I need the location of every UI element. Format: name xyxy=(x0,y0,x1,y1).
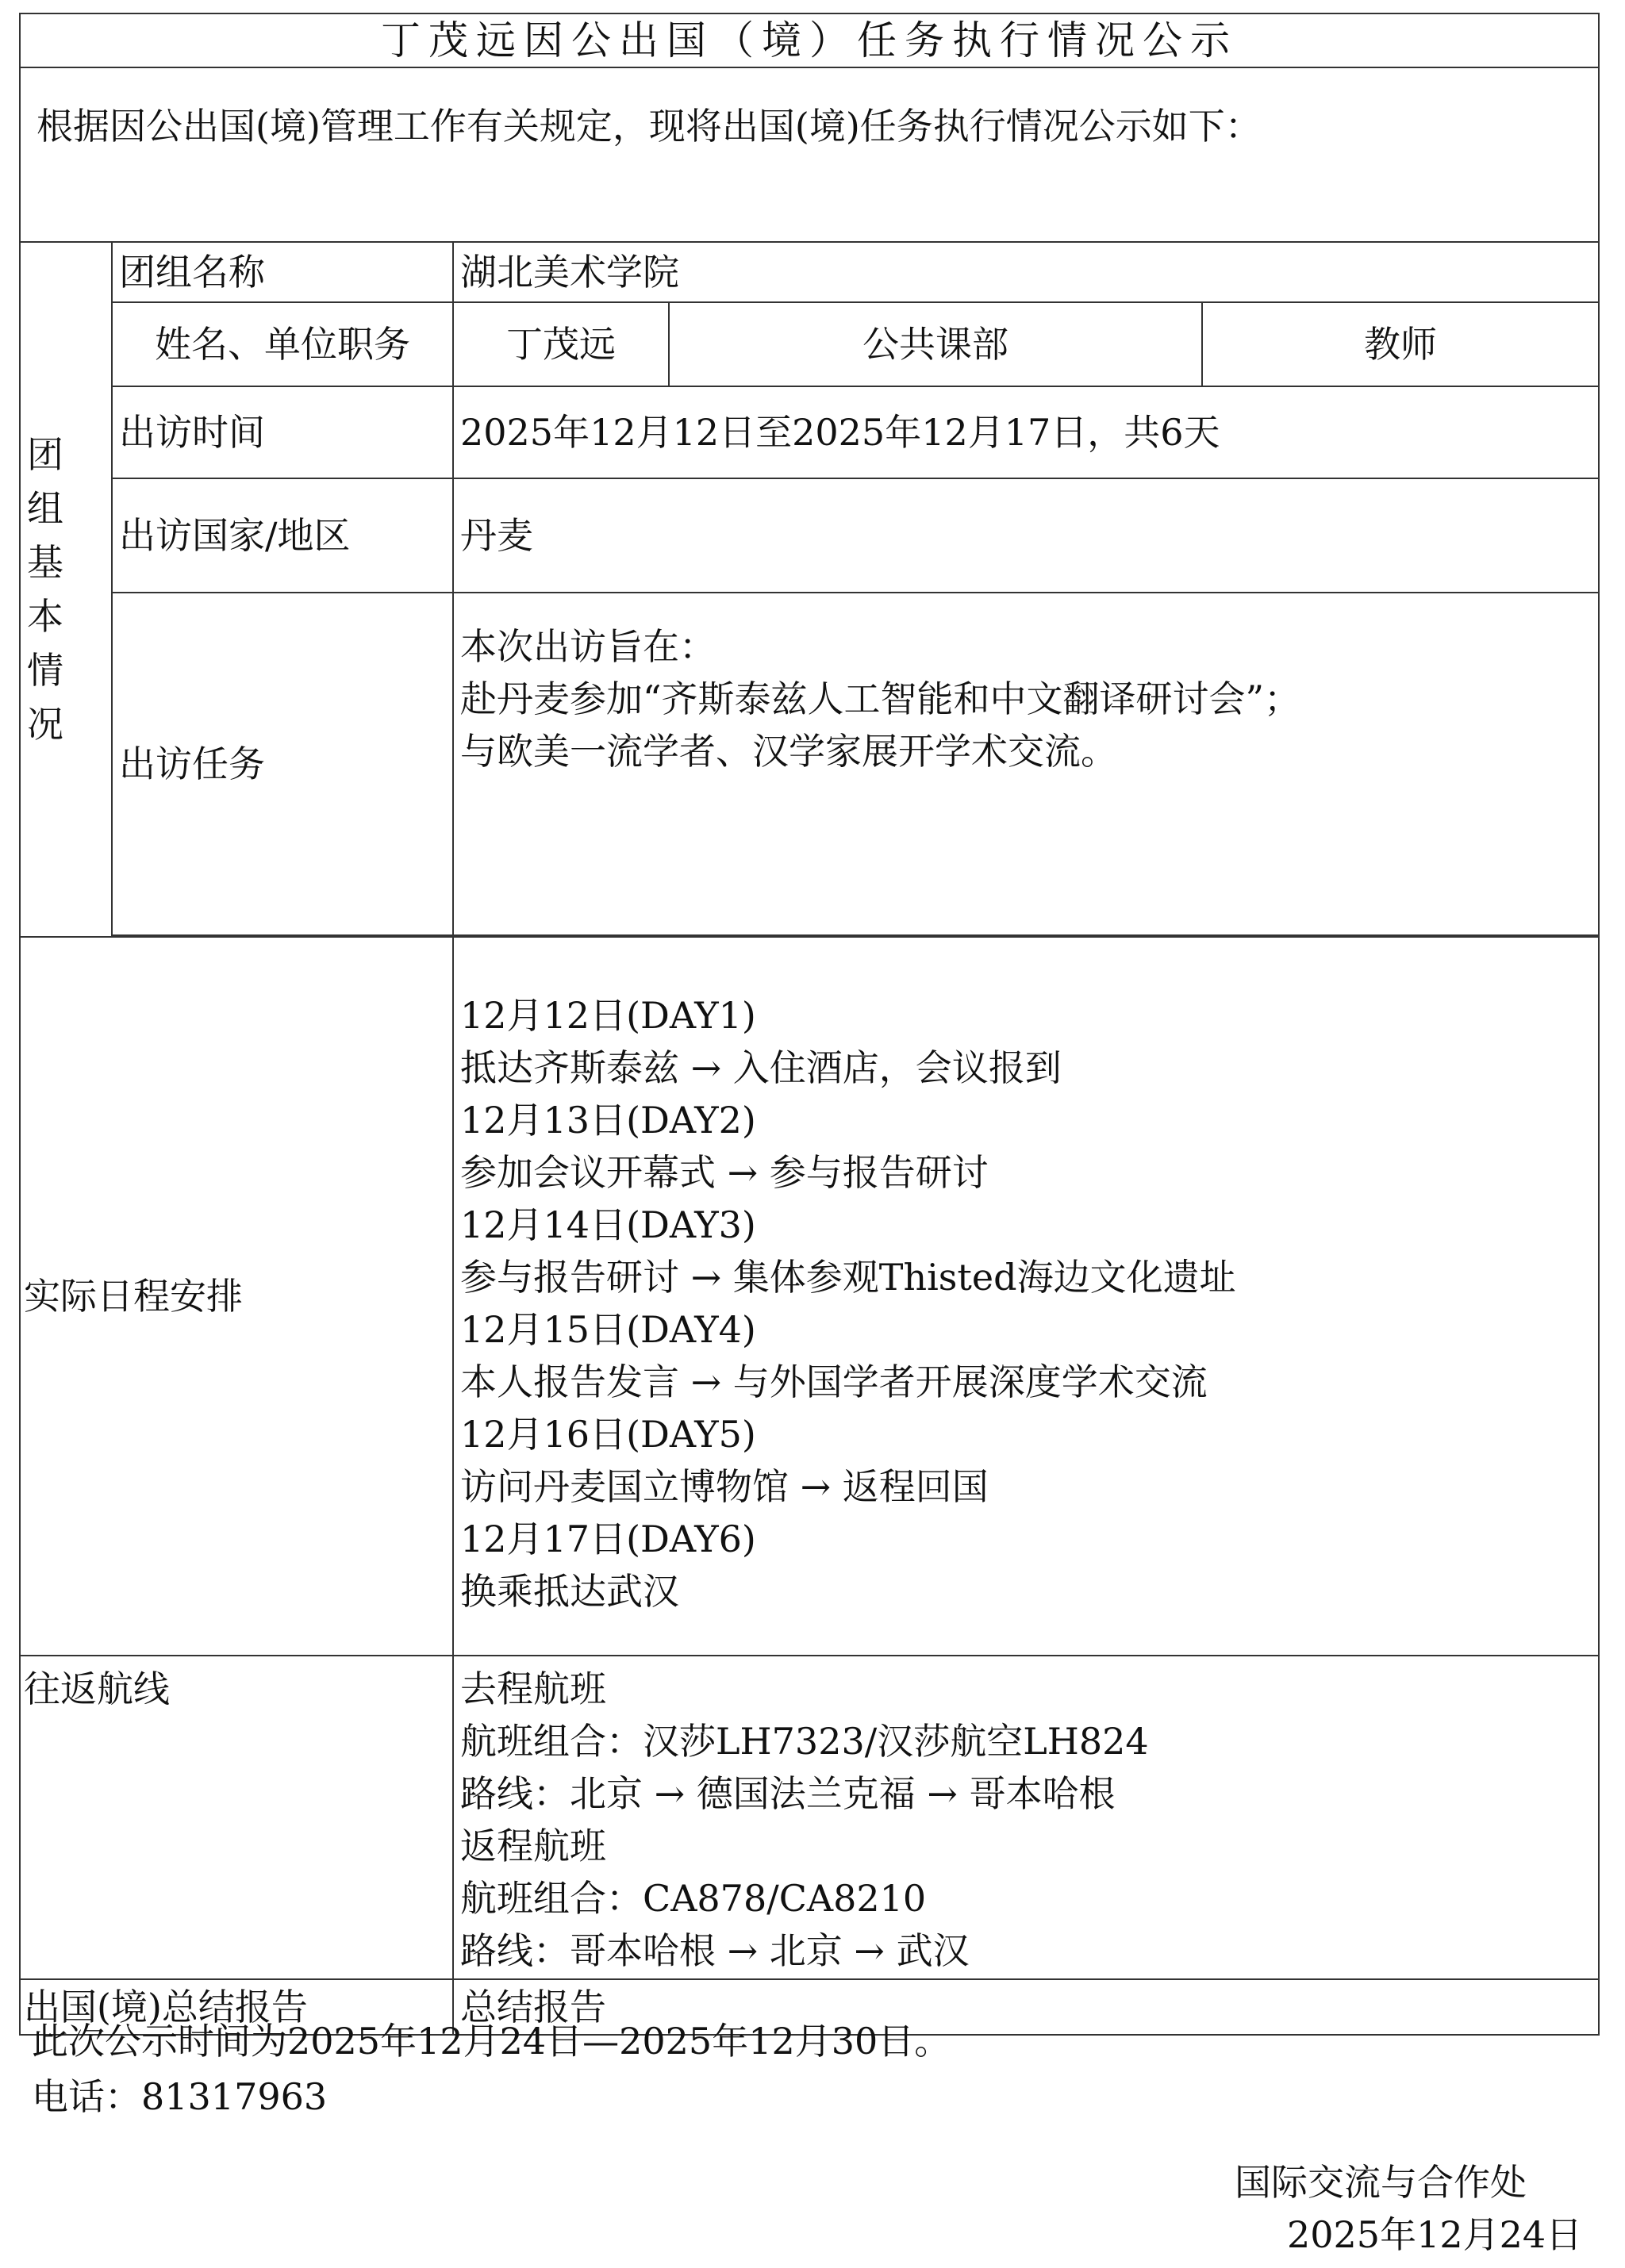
mission-line: 与欧美一流学者、汉学家展开学术交流。 xyxy=(460,730,1117,773)
issue-date: 2025年12月24日 xyxy=(1287,2213,1583,2256)
member-unit: 公共课部 xyxy=(669,302,1202,386)
notice-sheet xyxy=(19,13,1598,2036)
mission-content xyxy=(453,593,1599,935)
group-name-label: 团组名称 xyxy=(112,242,453,302)
group-name-value: 湖北美术学院 xyxy=(453,242,1599,302)
route-content xyxy=(453,1656,1599,1979)
visit-time-label: 出访时间 xyxy=(112,386,453,478)
schedule-line: 12月15日(DAY4) xyxy=(460,1308,756,1351)
mission-label: 出访任务 xyxy=(112,593,453,935)
member-name: 丁茂远 xyxy=(453,302,669,386)
page-title: 丁茂远因公出国（境）任务执行情况公示 xyxy=(20,13,1599,67)
route-line: 航班组合：CA878/CA8210 xyxy=(460,1877,927,1920)
intro-text: 根据因公出国(境)管理工作有关规定，现将出国(境)任务执行情况公示如下： xyxy=(20,67,1599,242)
schedule-line: 12月17日(DAY6) xyxy=(460,1518,756,1560)
schedule-line: 12月16日(DAY5) xyxy=(460,1413,756,1456)
schedule-line: 抵达齐斯泰兹 → 入住酒店，会议报到 xyxy=(460,1046,1062,1089)
route-line: 航班组合：汉莎LH7323/汉莎航空LH824 xyxy=(460,1720,1149,1763)
schedule-label: 实际日程安排 xyxy=(20,937,453,1656)
basic-info-section-label: 团 组 基 本 情 况 xyxy=(20,242,112,937)
route-line: 路线：北京 → 德国法兰克福 → 哥本哈根 xyxy=(460,1772,1116,1815)
schedule-content xyxy=(453,937,1599,1656)
summary-report-link[interactable]: 总结报告 xyxy=(453,1979,1599,2035)
summary-label: 出国(境)总结报告 xyxy=(20,1979,453,2035)
schedule-line: 12月14日(DAY3) xyxy=(460,1203,756,1246)
schedule-line: 12月13日(DAY2) xyxy=(460,1099,756,1142)
notice-table xyxy=(19,13,1600,2036)
schedule-line: 访问丹麦国立博物馆 → 返程回国 xyxy=(460,1465,989,1508)
route-line: 路线：哥本哈根 → 北京 → 武汉 xyxy=(460,1929,970,1972)
schedule-line: 换乘抵达武汉 xyxy=(460,1570,679,1613)
publicity-period: 此次公示时间为2025年12月24日—2025年12月30日。 xyxy=(32,2020,951,2063)
route-line: 返程航班 xyxy=(460,1825,606,1867)
contact-phone: 电话：81317963 xyxy=(32,2075,328,2118)
issuer-name: 国际交流与合作处 xyxy=(1235,2161,1527,2204)
mission-line: 本次出访旨在： xyxy=(460,625,716,668)
schedule-line: 12月12日(DAY1) xyxy=(460,994,756,1037)
country-label: 出访国家/地区 xyxy=(112,478,453,593)
member-title: 教师 xyxy=(1202,302,1599,386)
route-line: 去程航班 xyxy=(460,1667,606,1710)
schedule-line: 参与报告研讨 → 集体参观Thisted海边文化遗址 xyxy=(460,1256,1236,1299)
route-label: 往返航线 xyxy=(20,1656,453,1979)
schedule-line: 参加会议开幕式 → 参与报告研讨 xyxy=(460,1151,989,1194)
visit-time-value: 2025年12月12日至2025年12月17日，共6天 xyxy=(453,386,1599,478)
country-value: 丹麦 xyxy=(453,478,1599,593)
mission-line: 赴丹麦参加“齐斯泰兹人工智能和中文翻译研讨会”； xyxy=(460,677,1301,720)
member-label: 姓名、单位职务 xyxy=(112,302,453,386)
schedule-line: 本人报告发言 → 与外国学者开展深度学术交流 xyxy=(460,1360,1208,1403)
